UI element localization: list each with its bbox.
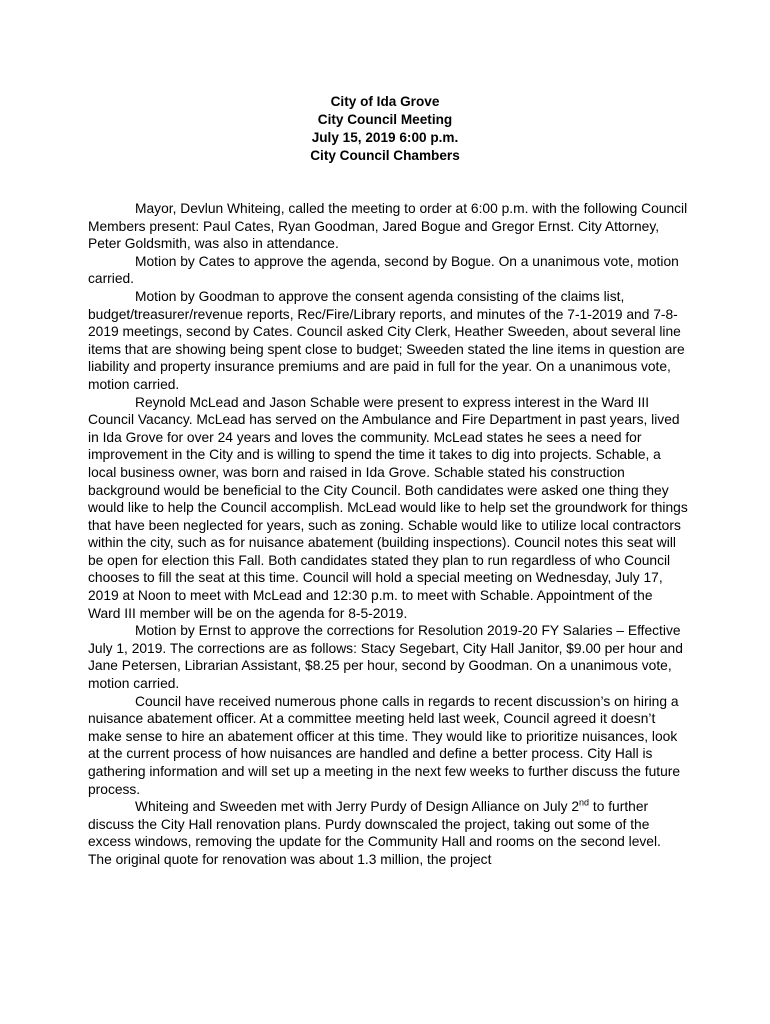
city-name: City of Ida Grove — [330, 94, 440, 109]
minutes-body — [88, 200, 688, 869]
paragraph-nuisance-abatement: Council have received numerous phone calls in regards to recent discussion’s on hiring a nuisance abatement officer. At a committee meeting held last week, Council agreed it doesn’t make sense to hire an abatement officer at this time. They would like to prioritize nuisances, look at the current process of how nuisances are handled and define a better process. City Hall is gathering information and will set up a meeting in the next few weeks to further discuss the future process. — [88, 693, 681, 797]
meeting-location: City Council Chambers — [310, 148, 460, 163]
paragraph-renovation — [88, 798, 688, 868]
meeting-title: City Council Meeting — [317, 112, 453, 127]
paragraph-ward-vacancy: Reynold McLead and Jason Schable were present to express interest in the Ward III Council Vacancy. McLead has served on the Ambulance and Fire Department in past years, lived in Ida Grove for over 24 years and loves the community. McLead states he sees a need for improvement in the City and is willing to spend the time it takes to dig into projects. Schable, a local business owner, was born and raised in Ida Grove. Schable stated his construction background would be beneficial to the City Council. Both candidates were asked one thing they would like to help the Council accomplish. McLead would like to help set the groundwork for things that have been neglected for years, such as zoning. Schable would like to utilize local contractors within the city, such as for nuisance abatement (building inspections). Council notes this seat will be open for election this Fall. Both candidates stated they plan to run regardless of who Council chooses to fill the seat at this time. Council will hold a special meeting on Wednesday, July 17, 2019 at Noon to meet with McLead and 12:30 p.m. to meet with Schable. Appointment of the Ward III member will be on the agenda for 8-5-2019. — [88, 394, 688, 621]
document-header — [0, 93, 770, 165]
paragraph-salary-corrections: Motion by Ernst to approve the corrections for Resolution 2019-20 FY Salaries – Effective July 1, 2019. The corrections are as follows: Stacy Segebart, City Hall Janitor, $9.00 per hour and Jane Petersen, Librarian Assistant, $8.25 per hour, second by Goodman. On a unanimous vote, motion carried. — [88, 623, 683, 692]
renovation-text-start: Whiteing and Sweeden met with Jerry Purdy of Design Alliance on July 2 — [135, 799, 580, 815]
paragraph-agenda-motion: Motion by Cates to approve the agenda, second by Bogue. On a unanimous vote, motion carried. — [88, 253, 679, 287]
meeting-datetime: July 15, 2019 6:00 p.m. — [311, 130, 459, 145]
renovation-text-rest: to further discuss the City Hall renovation plans. Purdy downscaled the project, taking out some of the excess windows, removing the update for the Community Hall and rooms on the second level. The original quote for renovation was about 1.3 million, the project — [88, 799, 661, 867]
ordinal-suffix: nd — [579, 797, 590, 808]
paragraph-call-to-order: Mayor, Devlun Whiteing, called the meeting to order at 6:00 p.m. with the following Council Members present: Paul Cates, Ryan Goodman, Jared Bogue and Gregor Ernst. City Attorney, Peter Goldsmith, was also in attendance. — [88, 201, 688, 252]
paragraph-consent-agenda: Motion by Goodman to approve the consent agenda consisting of the claims list, budget/treasurer/revenue reports, Rec/Fire/Library reports, and minutes of the 7-1-2019 and 7-8-2019 meetings, second by Cates. Council asked City Clerk, Heather Sweeden, about several line items that are showing being spent close to budget; Sweeden stated the line items in question are liability and property insurance premiums and are paid in full for the year. On a unanimous vote, motion carried. — [88, 288, 685, 392]
